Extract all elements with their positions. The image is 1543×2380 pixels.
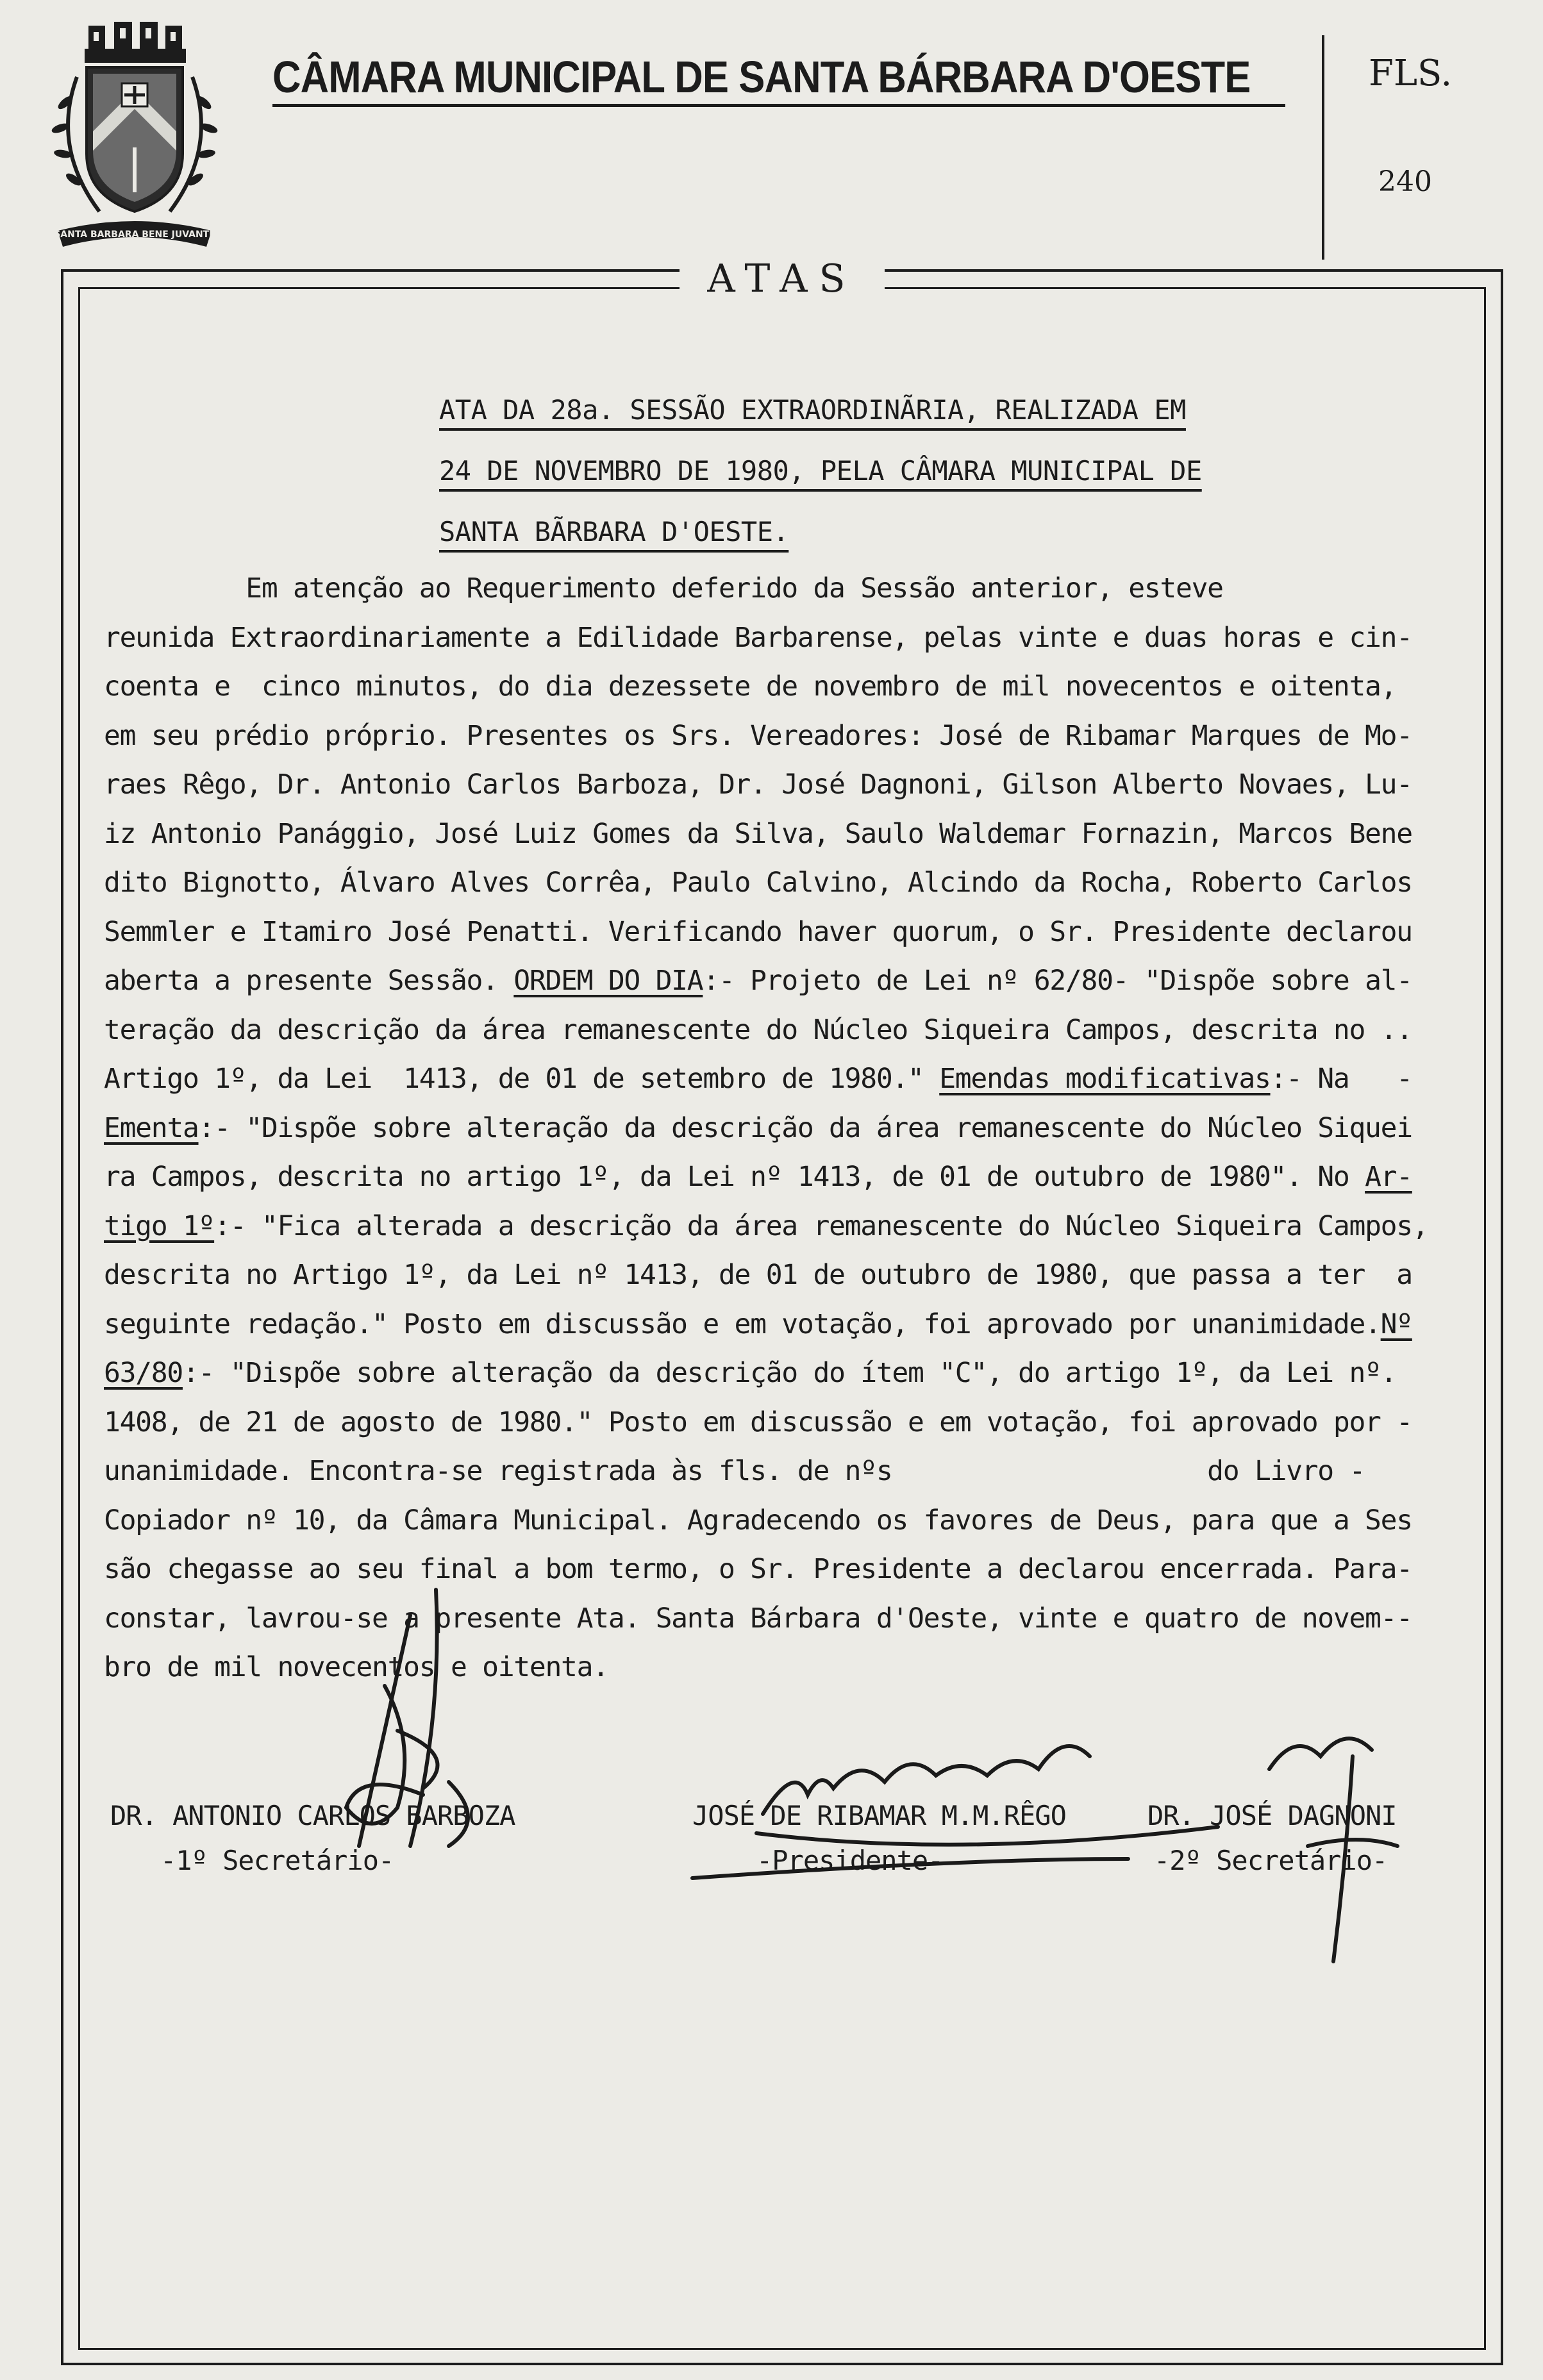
- ementa-label: Ementa: [104, 1111, 199, 1144]
- artigo-label-start: Ar-: [1365, 1161, 1412, 1193]
- signatory-1-role: -1º Secretário-: [160, 1845, 394, 1876]
- projeto-number-end: 63/80: [104, 1357, 183, 1389]
- body-line: 1408, de 21 de agosto de 1980." Posto em discussão e em votação, foi aprovado por -: [104, 1406, 1412, 1438]
- body-text: seguinte redação." Posto em discussão e em votação, foi aprovado por unanimidade.: [104, 1308, 1381, 1340]
- body-line: unanimidade. Encontra-se registrada às fls. de nºs do Livro -: [104, 1455, 1365, 1487]
- body-line: [104, 1300, 1463, 1349]
- body-line: Em atenção ao Requerimento deferido da Sessão anterior, esteve: [104, 572, 1223, 604]
- body-text: aberta a presente Sessão.: [104, 965, 514, 997]
- signatory-1-name: DR. ANTONIO CARLOS BARBOZA: [110, 1800, 515, 1831]
- projeto-number-start: Nº: [1380, 1308, 1412, 1340]
- title-rule: [272, 104, 1285, 107]
- emendas-label: Emendas modificativas: [939, 1063, 1271, 1095]
- heading-line: ATA DA 28a. SESSÃO EXTRAORDINÃRIA, REALIZADA EM: [439, 394, 1186, 426]
- section-label-box: [680, 256, 885, 301]
- body-line: dito Bignotto, Álvaro Alves Corrêa, Paulo Calvino, Alcindo da Rocha, Roberto Carlos: [104, 867, 1412, 899]
- body-line: [104, 1349, 1463, 1398]
- body-line: [104, 956, 1463, 1006]
- body-line: raes Rêgo, Dr. Antonio Carlos Barboza, Dr. José Dagnoni, Gilson Alberto Novaes, Lu-: [104, 769, 1412, 801]
- body-line: iz Antonio Panággio, José Luiz Gomes da Silva, Saulo Waldemar Fornazin, Marcos Bene: [104, 817, 1412, 850]
- artigo-label-end: tigo 1º: [104, 1210, 215, 1242]
- minutes-heading: [439, 379, 1234, 562]
- body-line: [104, 1153, 1463, 1202]
- body-line: Copiador nº 10, da Câmara Municipal. Agradecendo os favores de Deus, para que a Ses: [104, 1504, 1412, 1536]
- body-line: [104, 1104, 1463, 1153]
- body-line: [104, 1202, 1463, 1251]
- ordem-do-dia-label: ORDEM DO DIA: [513, 965, 703, 997]
- signatory-2-name: JOSÉ DE RIBAMAR M.M.RÊGO: [692, 1800, 1066, 1831]
- body-line: são chegasse ao seu final a bom termo, o Sr. Presidente a declarou encerrada. Para-: [104, 1553, 1412, 1585]
- body-line: [104, 1054, 1463, 1104]
- body-text: :- Projeto de Lei nº 62/80- "Dispõe sobre al-: [703, 965, 1412, 997]
- folio-label: FLS.: [1369, 53, 1453, 94]
- chamber-name-title: CÂMARA MUNICIPAL DE SANTA BÁRBARA D'OESTE: [272, 52, 1251, 102]
- signatory-2-role: -Presidente-: [756, 1845, 944, 1876]
- emblem-motto: SANTA BARBARA BENE JUVANTE: [54, 229, 215, 240]
- body-line: Semmler e Itamiro José Penatti. Verificando haver quorum, o Sr. Presidente declarou: [104, 915, 1412, 948]
- body-line: reunida Extraordinariamente a Edilidade Barbarense, pelas vinte e duas horas e cin-: [104, 621, 1412, 654]
- signatory-3-role: -2º Secretário-: [1154, 1845, 1388, 1876]
- body-line: constar, lavrou-se a presente Ata. Santa Bárbara d'Oeste, vinte e quatro de novem--: [104, 1602, 1412, 1635]
- signatory-3-name: DR. JOSÉ DAGNONI: [1147, 1800, 1397, 1831]
- body-line: bro de mil novecentos e oitenta.: [104, 1651, 608, 1683]
- coat-of-arms-emblem: [38, 19, 231, 250]
- body-line: teração da descrição da área remanescente do Núcleo Siqueira Campos, descrita no ..: [104, 1013, 1412, 1046]
- body-line: coenta e cinco minutos, do dia dezessete de novembro de mil novecentos e oitenta,: [104, 670, 1397, 703]
- minutes-body: [104, 564, 1463, 1692]
- body-line: em seu prédio próprio. Presentes os Srs. Vereadores: José de Ribamar Marques de Mo-: [104, 719, 1412, 752]
- heading-line: SANTA BÃRBARA D'OESTE.: [439, 516, 789, 547]
- body-text: :- "Fica alterada a descrição da área remanescente do Núcleo Siqueira Campos,: [214, 1210, 1428, 1242]
- heading-line: 24 DE NOVEMBRO DE 1980, PELA CÂMARA MUNICIPAL DE: [439, 455, 1202, 487]
- folio-number: 240: [1378, 165, 1432, 198]
- body-text: :- "Dispõe sobre alteração da descrição do ítem "C", do artigo 1º, da Lei nº.: [182, 1357, 1397, 1389]
- body-text: ra Campos, descrita no artigo 1º, da Lei nº 1413, de 01 de outubro de 1980". No: [104, 1161, 1365, 1193]
- folio-divider: [1322, 35, 1324, 260]
- body-line: descrita no Artigo 1º, da Lei nº 1413, de 01 de outubro de 1980, que passa a ter a: [104, 1259, 1412, 1291]
- body-text: :- "Dispõe sobre alteração da descrição da área remanescente do Núcleo Siquei: [198, 1111, 1412, 1144]
- section-title: ATAS: [707, 256, 857, 301]
- body-text: Artigo 1º, da Lei 1413, de 01 de setembro de 1980.": [104, 1063, 940, 1095]
- body-text: :- Na -: [1270, 1063, 1412, 1095]
